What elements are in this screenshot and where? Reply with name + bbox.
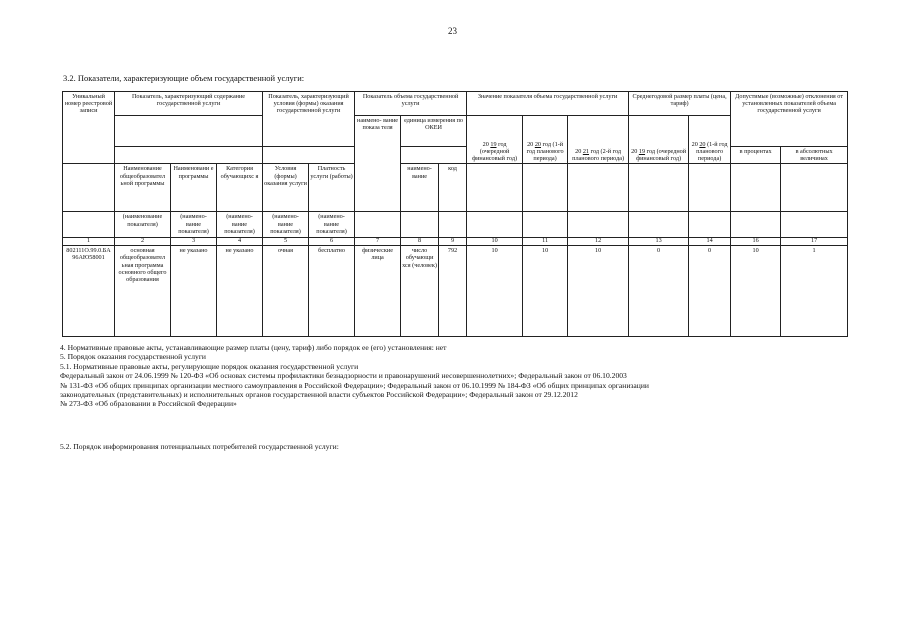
header-paren-2: (наимено- вание показателя) bbox=[171, 212, 217, 238]
cell-unit-code: 792 bbox=[439, 246, 467, 337]
header-paren-spacer-9 bbox=[439, 212, 467, 238]
cell-deviation-percent: 10 bbox=[731, 246, 781, 337]
cell-fee-year-2: 0 bbox=[689, 246, 731, 337]
header-service-payment: Платность услуги (работы) bbox=[309, 164, 355, 212]
header-paren-spacer-12 bbox=[568, 212, 629, 238]
column-number: 3 bbox=[171, 238, 217, 246]
column-number: 5 bbox=[263, 238, 309, 246]
header-dev-spacer-1 bbox=[731, 164, 781, 212]
header-paren-spacer-17 bbox=[781, 212, 848, 238]
law-line-2: № 131-ФЗ «Об общих принципах организации местного самоуправления в Российской Федерации»; Федеральный закон от 06.10.1999 № 184-ФЗ «Об общих принципах организации bbox=[60, 380, 649, 390]
table-row bbox=[63, 246, 848, 337]
header-absolute: в абсолютных величинах bbox=[781, 147, 848, 164]
column-number: 2 bbox=[115, 238, 171, 246]
column-number: 11 bbox=[523, 238, 568, 246]
header-paren-3: (наимено- вание показателя) bbox=[217, 212, 263, 238]
page-number: 23 bbox=[448, 26, 457, 36]
header-paren-4: (наимено- вание показателя) bbox=[263, 212, 309, 238]
law-line-4: № 273-ФЗ «Об образовании в Российской Федерации» bbox=[60, 399, 237, 409]
cell-category: не указано bbox=[217, 246, 263, 337]
header-volume-name: наимено- вание показа теля bbox=[355, 116, 401, 212]
column-number: 8 bbox=[401, 238, 439, 246]
cell-payment: бесплатно bbox=[309, 246, 355, 337]
header-year-1: 20 19 год (очередной финансовый год) bbox=[467, 116, 523, 164]
note-5: 5. Порядок оказания государственной услуги bbox=[60, 352, 206, 362]
header-paren-spacer-13 bbox=[629, 212, 689, 238]
column-number: 9 bbox=[439, 238, 467, 246]
cell-program: не указано bbox=[171, 246, 217, 337]
cell-value-year-1: 10 bbox=[467, 246, 523, 337]
header-okei-code: код bbox=[439, 164, 467, 212]
column-number: 7 bbox=[355, 238, 401, 246]
header-content-spacer bbox=[115, 116, 263, 147]
law-line-3: законодательных (представительных) и исполнительных органов государственной власти субъектов Российской Федерации»; Федеральный закон от 29.12.2012 bbox=[60, 390, 578, 400]
column-number: 14 bbox=[689, 238, 731, 246]
notes-block bbox=[60, 343, 860, 409]
volume-indicators-table bbox=[62, 91, 848, 337]
header-volume-indicator: Показатель объема государственной услуги bbox=[355, 92, 467, 116]
header-content-spacer-2 bbox=[115, 147, 263, 164]
header-student-category: Категория обучающихс я bbox=[217, 164, 263, 212]
column-number: 6 bbox=[309, 238, 355, 246]
header-dev-spacer-2 bbox=[781, 164, 848, 212]
header-program: Наименовани е программы bbox=[171, 164, 217, 212]
column-number: 10 bbox=[467, 238, 523, 246]
cell-deviation-absolute: 1 bbox=[781, 246, 848, 337]
header-value-spacer-2 bbox=[523, 164, 568, 212]
header-paren-5: (наимено- вание показателя) bbox=[309, 212, 355, 238]
header-fee-spacer-1 bbox=[629, 164, 689, 212]
column-number: 4 bbox=[217, 238, 263, 246]
cell-volume-name: физические лица bbox=[355, 246, 401, 337]
header-conditions-indicator: Показатель, характеризующий условия (формы) оказания государственной услуги bbox=[263, 92, 355, 147]
column-number: 1 bbox=[63, 238, 115, 246]
header-paren-spacer-11 bbox=[523, 212, 568, 238]
header-unique-number: Уникальный номер реестровой записи bbox=[63, 92, 115, 164]
header-fee-spacer-2 bbox=[689, 164, 731, 212]
header-paren-1: (наименование показателя) bbox=[115, 212, 171, 238]
header-year-2: 20 20 год (1-й год планового периода) bbox=[523, 116, 568, 164]
note-5-2: 5.2. Порядок информирования потенциальных потребителей государственной услуги: bbox=[60, 442, 339, 451]
header-okei-unit: единица измерения по ОКЕИ bbox=[401, 116, 467, 147]
note-5-1: 5.1. Нормативные правовые акты, регулирующие порядок оказания государственной услуги bbox=[60, 361, 359, 371]
header-paren-spacer-7 bbox=[355, 212, 401, 238]
column-number: 12 bbox=[568, 238, 629, 246]
header-conditions-spacer bbox=[263, 147, 355, 164]
header-paren-spacer-16 bbox=[731, 212, 781, 238]
header-paren-spacer bbox=[63, 212, 115, 238]
header-volume-value: Значение показателя объема государственной услуги bbox=[467, 92, 629, 116]
header-value-spacer-1 bbox=[467, 164, 523, 212]
cell-form: очная bbox=[263, 246, 309, 337]
header-value-spacer-3 bbox=[568, 164, 629, 212]
cell-fee-year-1: 0 bbox=[629, 246, 689, 337]
section-title: 3.2. Показатели, характеризующие объем государственной услуги: bbox=[63, 73, 305, 83]
header-unique-spacer bbox=[63, 164, 115, 212]
cell-unique-number: 802111О.99.0.БА 96АЮ58001 bbox=[63, 246, 115, 337]
header-service-form: Условия (формы) оказания услуги bbox=[263, 164, 309, 212]
cell-value-year-3: 10 bbox=[568, 246, 629, 337]
header-paren-spacer-8 bbox=[401, 212, 439, 238]
header-average-fee: Среднегодовой размер платы (цена, тариф) bbox=[629, 92, 731, 116]
cell-unit-name: число обучающи хся (человек) bbox=[401, 246, 439, 337]
header-okei-spacer bbox=[401, 147, 467, 164]
header-content-indicator: Показатель, характеризующий содержание государственной услуги bbox=[115, 92, 263, 116]
header-percent: в процентах bbox=[731, 147, 781, 164]
header-paren-spacer-14 bbox=[689, 212, 731, 238]
header-okei-name: наимено- вание bbox=[401, 164, 439, 212]
cell-program-name: основная общеобразовател ьная программа основного общего образования bbox=[115, 246, 171, 337]
column-number: 17 bbox=[781, 238, 848, 246]
column-number: 16 bbox=[731, 238, 781, 246]
cell-value-year-2: 10 bbox=[523, 246, 568, 337]
header-paren-spacer-10 bbox=[467, 212, 523, 238]
header-year-3: 20 21 год (2-й год планового периода) bbox=[568, 116, 629, 164]
column-number: 13 bbox=[629, 238, 689, 246]
header-program-name: Наименование общеобразовател ьной программы bbox=[115, 164, 171, 212]
header-fee-year-1: 20 19 год (очередной финансовый год) bbox=[629, 116, 689, 164]
law-line-1: Федеральный закон от 24.06.1999 № 120-ФЗ «Об основах системы профилактики безнадзорности и правонарушений несовершеннолетних»; Федеральный закон от 06.10.2003 bbox=[60, 371, 627, 381]
note-4: 4. Нормативные правовые акты, устанавливающие размер платы (цену, тариф) либо порядок ее (его) установления: нет bbox=[60, 343, 447, 352]
column-number-row bbox=[63, 238, 848, 246]
header-fee-year-2: 20 20 (1-й год планового периода) bbox=[689, 116, 731, 164]
header-allowed-deviation: Допустимые (возможные) отклонения от установленных показателей объема государственной услуги bbox=[731, 92, 848, 147]
